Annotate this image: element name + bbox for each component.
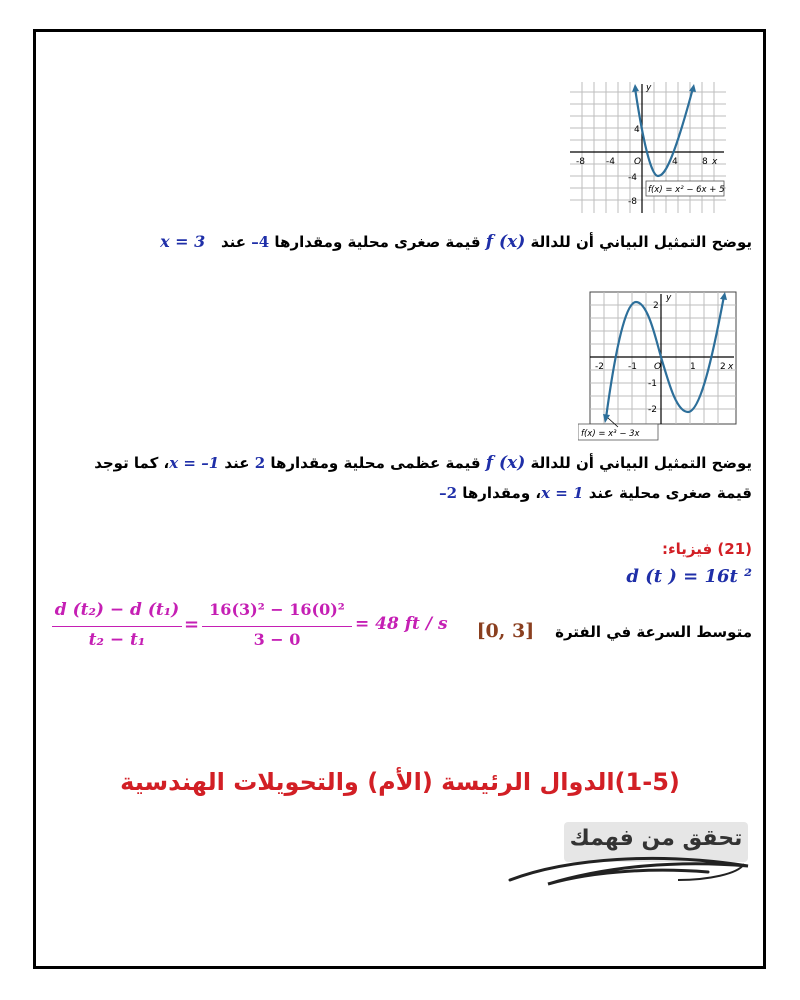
graph-2-y-label: y <box>666 293 672 303</box>
statement-2-text2: قيمة عظمى محلية ومقدارها <box>270 454 481 472</box>
statement-2-func: f (x) <box>485 453 526 473</box>
statement-2-text: يوضح التمثيل البياني أن للدالة <box>530 454 752 472</box>
graph-1-tick-x-2: O <box>634 157 642 167</box>
statement-2-line-2 <box>439 484 752 502</box>
statement-2-line-1 <box>94 453 752 473</box>
statement-2-line1-end: ، كما توجد <box>94 454 170 472</box>
statement-2-line2-text2: ، ومقدارها <box>462 484 542 502</box>
graph-2-tick-x-0: -2 <box>595 362 604 372</box>
statement-2-max-value: 2 <box>254 454 266 472</box>
graph-1-y-label: y <box>646 83 652 93</box>
calc-numerator: 16(3)² − 16(0)² <box>209 600 345 619</box>
formula-numerator: d (t₂) − d (t₁) <box>54 600 180 620</box>
graph-2-tick-y-0: 2 <box>653 301 659 311</box>
statement-1-x-value: x = 3 <box>160 232 206 251</box>
graph-1-curve <box>635 88 693 176</box>
graph-1-tick-y-0: 4 <box>634 125 640 135</box>
graph-1-x-label: x <box>712 157 718 167</box>
graph-1-tick-x-1: -4 <box>606 157 615 167</box>
graph-2-tick-y-1: -1 <box>648 379 657 389</box>
graph-1-tick-y-1: -4 <box>628 173 637 183</box>
graph-2-tick-x-4: 2 <box>720 362 726 372</box>
statement-1 <box>160 232 752 252</box>
formula-denominator: t₂ − t₁ <box>88 630 146 650</box>
graph-1-function-label: f(x) = x² − 6x + 5 <box>648 185 725 195</box>
statement-1-func: f (x) <box>485 232 526 252</box>
graph-2-function-label: f(x) = x³ − 3x <box>581 429 640 439</box>
formula-equals: = <box>184 614 200 635</box>
statement-1-value: 4– <box>251 233 270 251</box>
statement-2-min-value: 2– <box>439 484 458 502</box>
graph-2 <box>578 290 738 442</box>
graph-2-tick-x-3: 1 <box>690 362 696 372</box>
check-understanding-label: تحقق من فهمك <box>569 826 743 851</box>
statement-2-line2-text: قيمة صغرى محلية عند <box>588 484 752 502</box>
calc-denominator: 3 − 0 <box>253 630 301 649</box>
statement-2-x-max: x = –1 <box>169 454 220 472</box>
velocity-formula <box>52 600 452 656</box>
statement-1-text: يوضح التمثيل البياني أن للدالة <box>530 233 752 251</box>
graph-2-tick-y-2: -2 <box>648 405 657 415</box>
graph-2-tick-x-2: O <box>654 362 662 372</box>
graph-1-tick-x-4: 8 <box>702 157 708 167</box>
swoosh-icon <box>508 850 753 892</box>
physics-equation: d (t ) = 16t ² <box>626 566 752 587</box>
section-title: (1-5)الدوال الرئيسة (الأم) والتحويلات الهندسية <box>120 768 680 796</box>
graph-2-tick-x-1: -1 <box>628 362 637 372</box>
statement-1-at: عند <box>220 233 246 251</box>
physics-heading: (21) فيزياء: <box>661 540 752 558</box>
statement-1-text2: قيمة صغرى محلية ومقدارها <box>274 233 481 251</box>
graph-1-tick-x-3: 4 <box>672 157 678 167</box>
graph-1-tick-x-0: -8 <box>576 157 585 167</box>
statement-2-x-min: x = 1 <box>541 484 584 502</box>
graph-2-x-label: x <box>728 362 734 372</box>
avg-speed-text: متوسط السرعة في الفترة <box>555 623 752 641</box>
formula-bar <box>52 626 182 627</box>
statement-2-at: عند <box>224 454 250 472</box>
avg-speed-label <box>477 620 752 642</box>
graph-1-tick-y-2: -8 <box>628 197 637 207</box>
check-understanding-badge <box>508 822 753 892</box>
graph-1-arrow-left <box>632 84 639 92</box>
graph-1 <box>568 80 728 215</box>
formula-result: = 48 ft / s <box>355 614 448 634</box>
calc-bar <box>202 626 352 627</box>
avg-speed-interval: [0, 3] <box>476 620 535 642</box>
